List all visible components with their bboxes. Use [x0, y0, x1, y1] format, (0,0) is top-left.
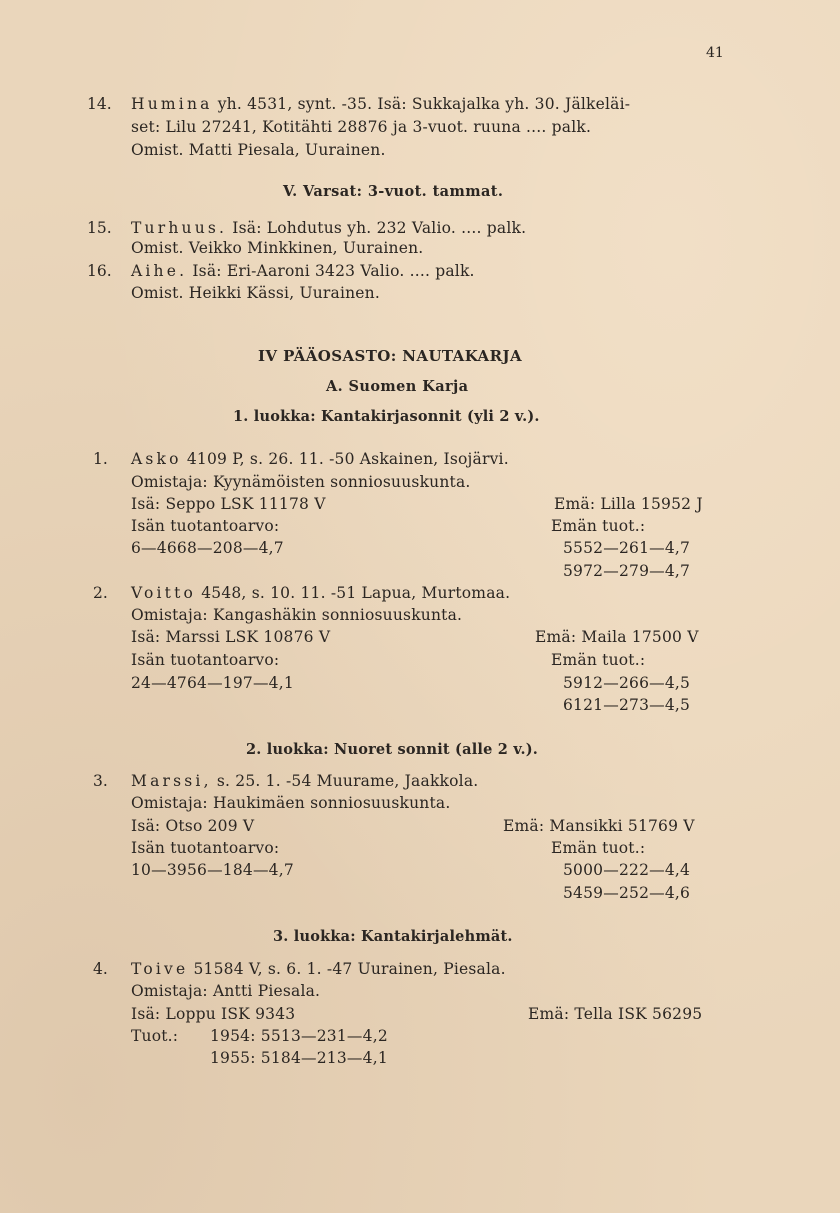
animal-1-line-1 [131, 450, 509, 468]
entry-number: 15. [87, 219, 112, 237]
entry-14-owner: Omist. Matti Piesala, Uurainen. [131, 141, 386, 159]
page-number: 41 [706, 45, 724, 61]
class-heading: 3. luokka: Kantakirjalehmät. [273, 928, 513, 945]
dam-production: 5000—222—4,4 [563, 861, 691, 879]
sire-production: 24—4764—197—4,1 [131, 674, 294, 692]
animal-4-line-1 [131, 960, 506, 978]
subsection-heading: A. Suomen Karja [326, 378, 469, 395]
entry-text: yh. 4531, synt. -35. Isä: Sukkajalka yh. 30. Jälkeläi- [212, 95, 631, 113]
dam-production-label: Emän tuot.: [551, 517, 646, 535]
sire-production-label: Isän tuotantoarvo: [131, 839, 280, 857]
production-label: Tuot.: [131, 1027, 179, 1045]
entry-text: Isä: Lohdutus yh. 232 Valio. .... palk. [227, 219, 527, 237]
production-record: 1955: 5184—213—4,1 [210, 1049, 388, 1067]
sire-production: 6—4668—208—4,7 [131, 539, 284, 557]
animal-2-owner: Omistaja: Kangashäkin sonniosuuskunta. [131, 606, 463, 624]
dam-production-label: Emän tuot.: [551, 839, 646, 857]
animal-2-sire: Isä: Marssi LSK 10876 V [131, 628, 331, 646]
animal-name: Marssi, [131, 772, 212, 790]
animal-3-line-1 [131, 772, 478, 790]
section-heading-varsat: V. Varsat: 3-vuot. tammat. [283, 183, 504, 200]
horse-name: Turhuus. [131, 219, 228, 237]
animal-1-owner: Omistaja: Kyynämöisten sonniosuuskunta. [131, 473, 471, 491]
animal-3-dam: Emä: Mansikki 51769 V [503, 817, 695, 835]
entry-15-line-1 [131, 219, 526, 237]
sire-production: 10—3956—184—4,7 [131, 861, 294, 879]
entry-number: 3. [93, 772, 108, 790]
class-heading: 2. luokka: Nuoret sonnit (alle 2 v.). [246, 741, 539, 758]
section-heading-nautakarja: IV PÄÄOSASTO: NAUTAKARJA [258, 347, 522, 365]
entry-number: 16. [87, 262, 112, 280]
entry-number: 14. [87, 95, 112, 113]
entry-14-line-1 [131, 95, 630, 113]
animal-name: Voitto [131, 584, 197, 602]
animal-1-dam: Emä: Lilla 15952 J [554, 495, 703, 513]
entry-text: 4548, s. 10. 11. -51 Lapua, Murtomaa. [196, 584, 511, 602]
entry-text: Isä: Eri-Aaroni 3423 Valio. .... palk. [187, 262, 475, 280]
production-record: 1954: 5513—231—4,2 [210, 1027, 388, 1045]
entry-15-owner: Omist. Veikko Minkkinen, Uurainen. [131, 239, 424, 257]
class-heading: 1. luokka: Kantakirjasonnit (yli 2 v.). [233, 408, 540, 425]
animal-1-sire: Isä: Seppo LSK 11178 V [131, 495, 326, 513]
animal-3-sire: Isä: Otso 209 V [131, 817, 255, 835]
sire-production-label: Isän tuotantoarvo: [131, 517, 280, 535]
animal-name: Asko [131, 450, 182, 468]
sire-production-label: Isän tuotantoarvo: [131, 651, 280, 669]
dam-production: 5459—252—4,6 [563, 884, 691, 902]
animal-2-line-1 [131, 584, 510, 602]
dam-production-label: Emän tuot.: [551, 651, 646, 669]
entry-14-line-2: set: Lilu 27241, Kotitähti 28876 ja 3-vuot. ruuna .... palk. [131, 118, 592, 136]
dam-production: 5972—279—4,7 [563, 562, 691, 580]
animal-3-owner: Omistaja: Haukimäen sonniosuuskunta. [131, 794, 451, 812]
entry-16-owner: Omist. Heikki Kässi, Uurainen. [131, 284, 380, 302]
dam-production: 5912—266—4,5 [563, 674, 691, 692]
entry-number: 4. [93, 960, 108, 978]
entry-number: 1. [93, 450, 108, 468]
dam-production: 6121—273—4,5 [563, 696, 691, 714]
animal-2-dam: Emä: Maila 17500 V [535, 628, 699, 646]
animal-4-owner: Omistaja: Antti Piesala. [131, 982, 321, 1000]
horse-name: Humina [131, 95, 213, 113]
dam-production: 5552—261—4,7 [563, 539, 691, 557]
horse-name: Aihe. [131, 262, 188, 280]
animal-4-dam: Emä: Tella ISK 56295 [528, 1005, 703, 1023]
entry-16-line-1 [131, 262, 475, 280]
entry-text: 4109 P, s. 26. 11. -50 Askainen, Isojärvi. [181, 450, 509, 468]
animal-4-sire: Isä: Loppu ISK 9343 [131, 1005, 296, 1023]
entry-number: 2. [93, 584, 108, 602]
animal-name: Toive [131, 960, 189, 978]
entry-text: s. 25. 1. -54 Muurame, Jaakkola. [211, 772, 479, 790]
entry-text: 51584 V, s. 6. 1. -47 Uurainen, Piesala. [188, 960, 506, 978]
